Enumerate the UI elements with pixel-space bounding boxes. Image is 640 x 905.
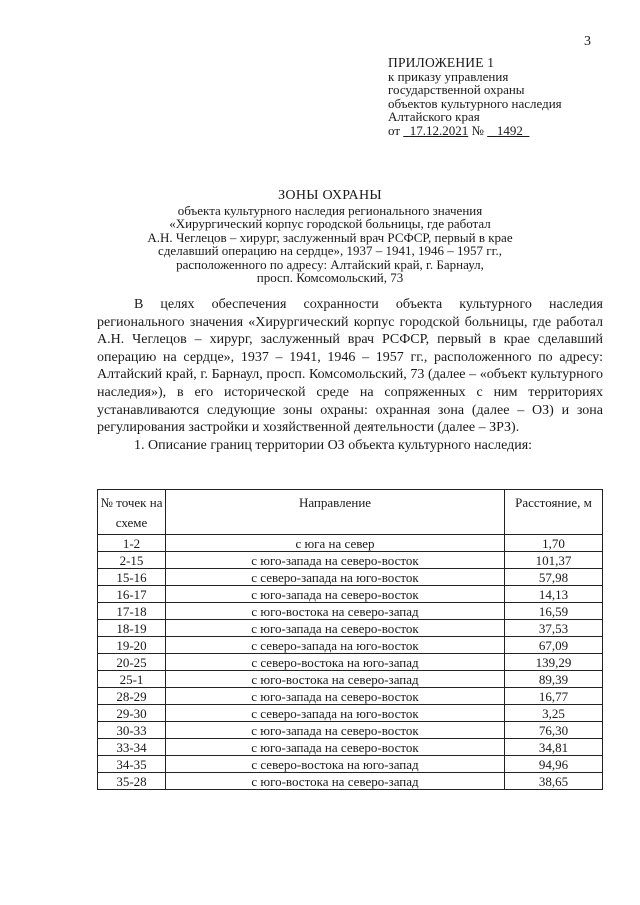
- cell-distance: 76,30: [505, 722, 603, 739]
- table-row: [98, 722, 603, 739]
- cell-points: 29-30: [98, 705, 166, 722]
- boundary-table-container: [97, 489, 602, 790]
- title-line: объекта культурного наследия регионального значения: [177, 202, 483, 218]
- appendix-block: [388, 56, 628, 137]
- intro-paragraph: В целях обеспечения сохранности объекта культурного наследия регионального значения «Хирургический корпус городской больницы, где работал А.Н. Чеглецов – хирург, заслуженный врач РСФСР, первый в крае сделавший операцию на сердце», 1937 – 1941, 1946 – 1957 гг., расположенного по адресу: Алтайский край, г. Барнаул, просп. Комсомольский, 73 (далее – «объект культурного наследия»), в его исторической среде на сопряженных с ним территориях устанавливаются следующие зоны охраны: охранная зона (далее – ОЗ) и зона регулирования застройки и хозяйственной деятельности (далее – ЗРЗ).: [97, 297, 603, 436]
- header-points: № точек на схеме: [98, 490, 166, 535]
- document-title: [120, 189, 540, 285]
- cell-distance: 37,53: [505, 620, 603, 637]
- cell-distance: 34,81: [505, 739, 603, 756]
- cell-direction: с северо-запада на юго-восток: [166, 569, 505, 586]
- cell-direction: с юго-запада на северо-восток: [166, 620, 505, 637]
- cell-points: 25-1: [98, 671, 166, 688]
- appendix-line: объектов культурного наследия: [388, 95, 562, 111]
- table-row: [98, 603, 603, 620]
- cell-distance: 3,25: [505, 705, 603, 722]
- table-row: [98, 705, 603, 722]
- cell-direction: с юго-востока на северо-запад: [166, 671, 505, 688]
- table-row: [98, 739, 603, 756]
- table-row: [98, 586, 603, 603]
- table-row: [98, 535, 603, 552]
- cell-distance: 67,09: [505, 637, 603, 654]
- cell-points: 17-18: [98, 603, 166, 620]
- cell-direction: с юго-запада на северо-восток: [166, 552, 505, 569]
- cell-direction: с северо-востока на юго-запад: [166, 654, 505, 671]
- table-header-row: [98, 490, 603, 535]
- cell-direction: с юго-запада на северо-восток: [166, 739, 505, 756]
- cell-distance: 16,77: [505, 688, 603, 705]
- cell-points: 20-25: [98, 654, 166, 671]
- table-row: [98, 688, 603, 705]
- cell-direction: с юго-запада на северо-восток: [166, 586, 505, 603]
- section-heading: 1. Описание границ территории ОЗ объекта культурного наследия:: [134, 437, 533, 453]
- cell-distance: 89,39: [505, 671, 603, 688]
- cell-direction: с юго-востока на северо-запад: [166, 603, 505, 620]
- title-line: просп. Комсомольский, 73: [256, 270, 404, 285]
- table-row: [98, 620, 603, 637]
- order-number: 1492: [496, 122, 523, 138]
- cell-points: 34-35: [98, 756, 166, 773]
- appendix-line: Алтайского края: [388, 109, 480, 124]
- cell-points: 19-20: [98, 637, 166, 654]
- cell-direction: с юга на север: [166, 535, 505, 552]
- body-text: [97, 296, 603, 454]
- table-body: [98, 535, 603, 790]
- cell-points: 35-28: [98, 773, 166, 790]
- order-date: 17.12.2021: [409, 122, 469, 138]
- title-line: А.Н. Чеглецов – хирург, заслуженный врач РСФСР, первый в крае: [147, 229, 513, 245]
- page-number: 3: [584, 34, 591, 49]
- cell-direction: с северо-запада на юго-восток: [166, 705, 505, 722]
- cell-points: 18-19: [98, 620, 166, 637]
- title-line: расположенного по адресу: Алтайский край, г. Барнаул,: [176, 256, 484, 272]
- cell-points: 15-16: [98, 569, 166, 586]
- header-direction: Направление: [166, 490, 505, 535]
- cell-distance: 139,29: [505, 654, 603, 671]
- cell-distance: 1,70: [505, 535, 603, 552]
- cell-direction: с северо-запада на юго-восток: [166, 637, 505, 654]
- title-main: ЗОНЫ ОХРАНЫ: [278, 188, 382, 203]
- table-row: [98, 637, 603, 654]
- cell-points: 30-33: [98, 722, 166, 739]
- cell-distance: 101,37: [505, 552, 603, 569]
- cell-distance: 16,59: [505, 603, 603, 620]
- cell-direction: с юго-запада на северо-восток: [166, 722, 505, 739]
- cell-direction: с юго-запада на северо-восток: [166, 688, 505, 705]
- title-line: «Хирургический корпус городской больницы, где работал: [169, 216, 491, 231]
- boundary-table: [97, 489, 603, 790]
- table-row: [98, 773, 603, 790]
- cell-distance: 38,65: [505, 773, 603, 790]
- cell-direction: с северо-востока на юго-запад: [166, 756, 505, 773]
- cell-points: 33-34: [98, 739, 166, 756]
- cell-points: 16-17: [98, 586, 166, 603]
- cell-direction: с юго-востока на северо-запад: [166, 773, 505, 790]
- number-prefix: №: [471, 122, 484, 138]
- order-date-line: [388, 124, 628, 138]
- appendix-line: к приказу управления: [388, 68, 509, 84]
- cell-distance: 57,98: [505, 569, 603, 586]
- cell-points: 1-2: [98, 535, 166, 552]
- table-row: [98, 756, 603, 773]
- table-row: [98, 654, 603, 671]
- table-row: [98, 552, 603, 569]
- appendix-heading: ПРИЛОЖЕНИЕ 1: [388, 55, 495, 70]
- cell-distance: 14,13: [505, 586, 603, 603]
- title-line: сделавший операцию на сердце», 1937 – 1941, 1946 – 1957 гг.,: [158, 243, 502, 258]
- table-row: [98, 671, 603, 688]
- table-row: [98, 569, 603, 586]
- header-distance: Расстояние, м: [505, 490, 603, 535]
- date-prefix: от: [388, 122, 401, 138]
- appendix-line: государственной охраны: [388, 82, 525, 97]
- cell-points: 28-29: [98, 688, 166, 705]
- cell-points: 2-15: [98, 552, 166, 569]
- cell-distance: 94,96: [505, 756, 603, 773]
